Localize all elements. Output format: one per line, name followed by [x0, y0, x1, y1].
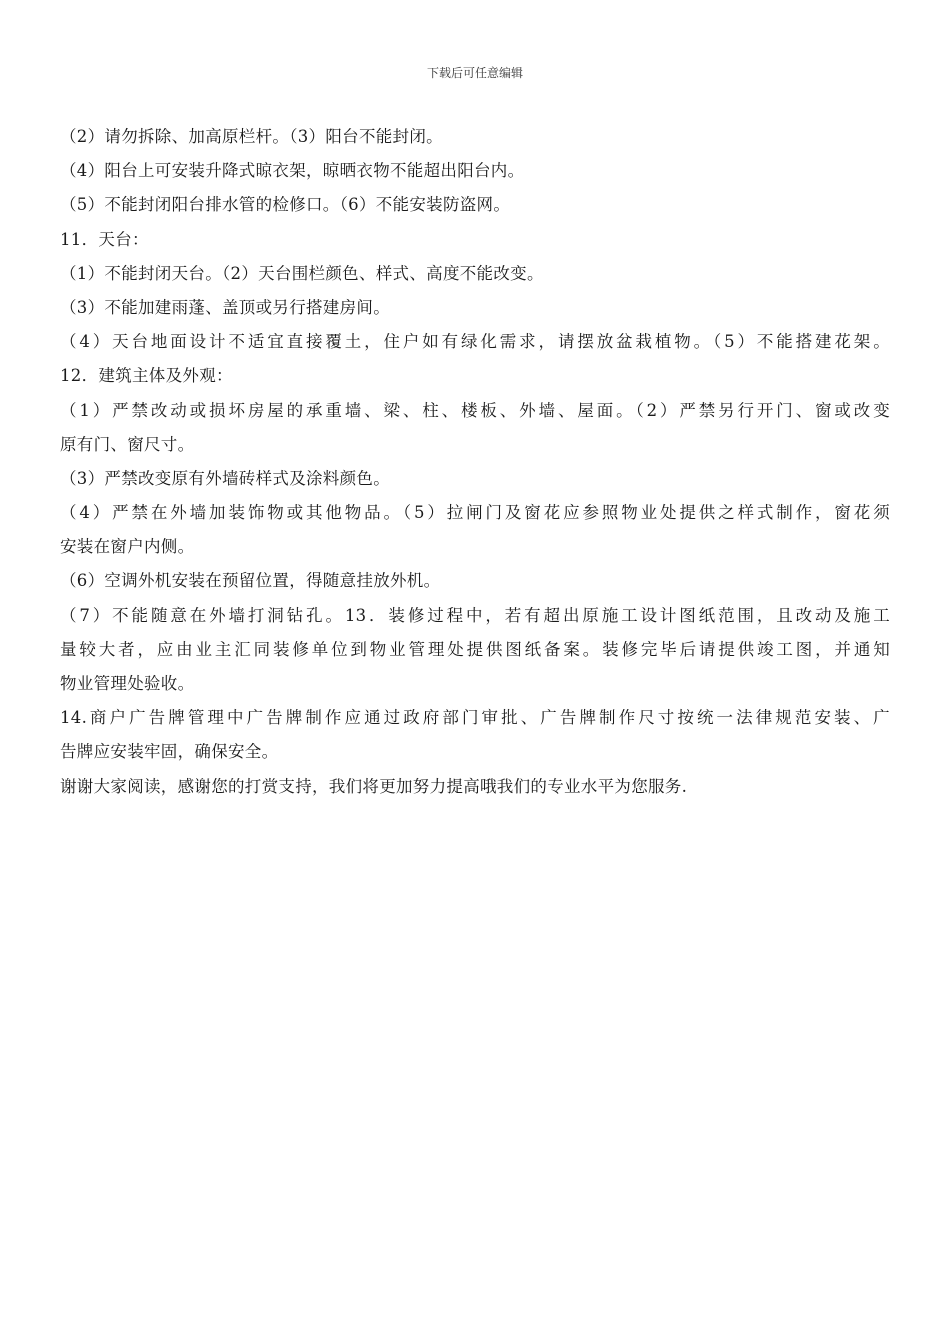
text-line: （1）严禁改动或损坏房屋的承重墙、梁、柱、楼板、外墙、屋面。（2）严禁另行开门、窗或改变 [60, 400, 890, 420]
text-line: 原有门、窗尺寸。 [60, 434, 195, 454]
text-line: （1）不能封闭天台。（2）天台围栏颜色、样式、高度不能改变。 [60, 263, 544, 283]
text-line: 量较大者，应由业主汇同装修单位到物业管理处提供图纸备案。装修完毕后请提供竣工图，并通知 [60, 639, 890, 659]
text-line: （7）不能随意在外墙打洞钻孔。13．装修过程中，若有超出原施工设计图纸范围，且改动及施工 [60, 605, 890, 625]
text-line: 告牌应安装牢固，确保安全。 [60, 742, 279, 762]
text-line: （4）天台地面设计不适宜直接覆土，住户如有绿化需求，请摆放盆栽植物。（5）不能搭建花架。 [60, 332, 890, 352]
text-line: 14.商户广告牌管理中广告牌制作应通过政府部门审批、广告牌制作尺寸按统一法律规范安装、广 [60, 708, 890, 728]
text-line: 安装在窗户内侧。 [60, 537, 195, 557]
text-line: （4）阳台上可安装升降式晾衣架，晾晒衣物不能超出阳台内。 [60, 161, 525, 181]
section-heading: 11．天台： [60, 229, 149, 249]
document-body [60, 120, 890, 804]
closing-line: 谢谢大家阅读，感谢您的打赏支持，我们将更加努力提高哦我们的专业水平为您服务. [60, 776, 688, 796]
section-heading: 12．建筑主体及外观： [60, 366, 233, 386]
text-line: （3）不能加建雨蓬、盖顶或另行搭建房间。 [60, 297, 390, 317]
text-line: （2）请勿拆除、加高原栏杆。（3）阳台不能封闭。 [60, 127, 443, 146]
text-line: （5）不能封闭阳台排水管的检修口。（6）不能安装防盗网。 [60, 195, 511, 215]
text-line: （3）严禁改变原有外墙砖样式及涂料颜色。 [60, 468, 390, 488]
text-line: 物业管理处验收。 [60, 674, 195, 693]
text-line: （4）严禁在外墙加装饰物或其他物品。（5）拉闸门及窗花应参照物业处提供之样式制作，窗花须 [60, 503, 890, 523]
page-header: 下载后可任意编辑 [426, 66, 523, 80]
text-line: （6）空调外机安装在预留位置，得随意挂放外机。 [60, 571, 441, 591]
